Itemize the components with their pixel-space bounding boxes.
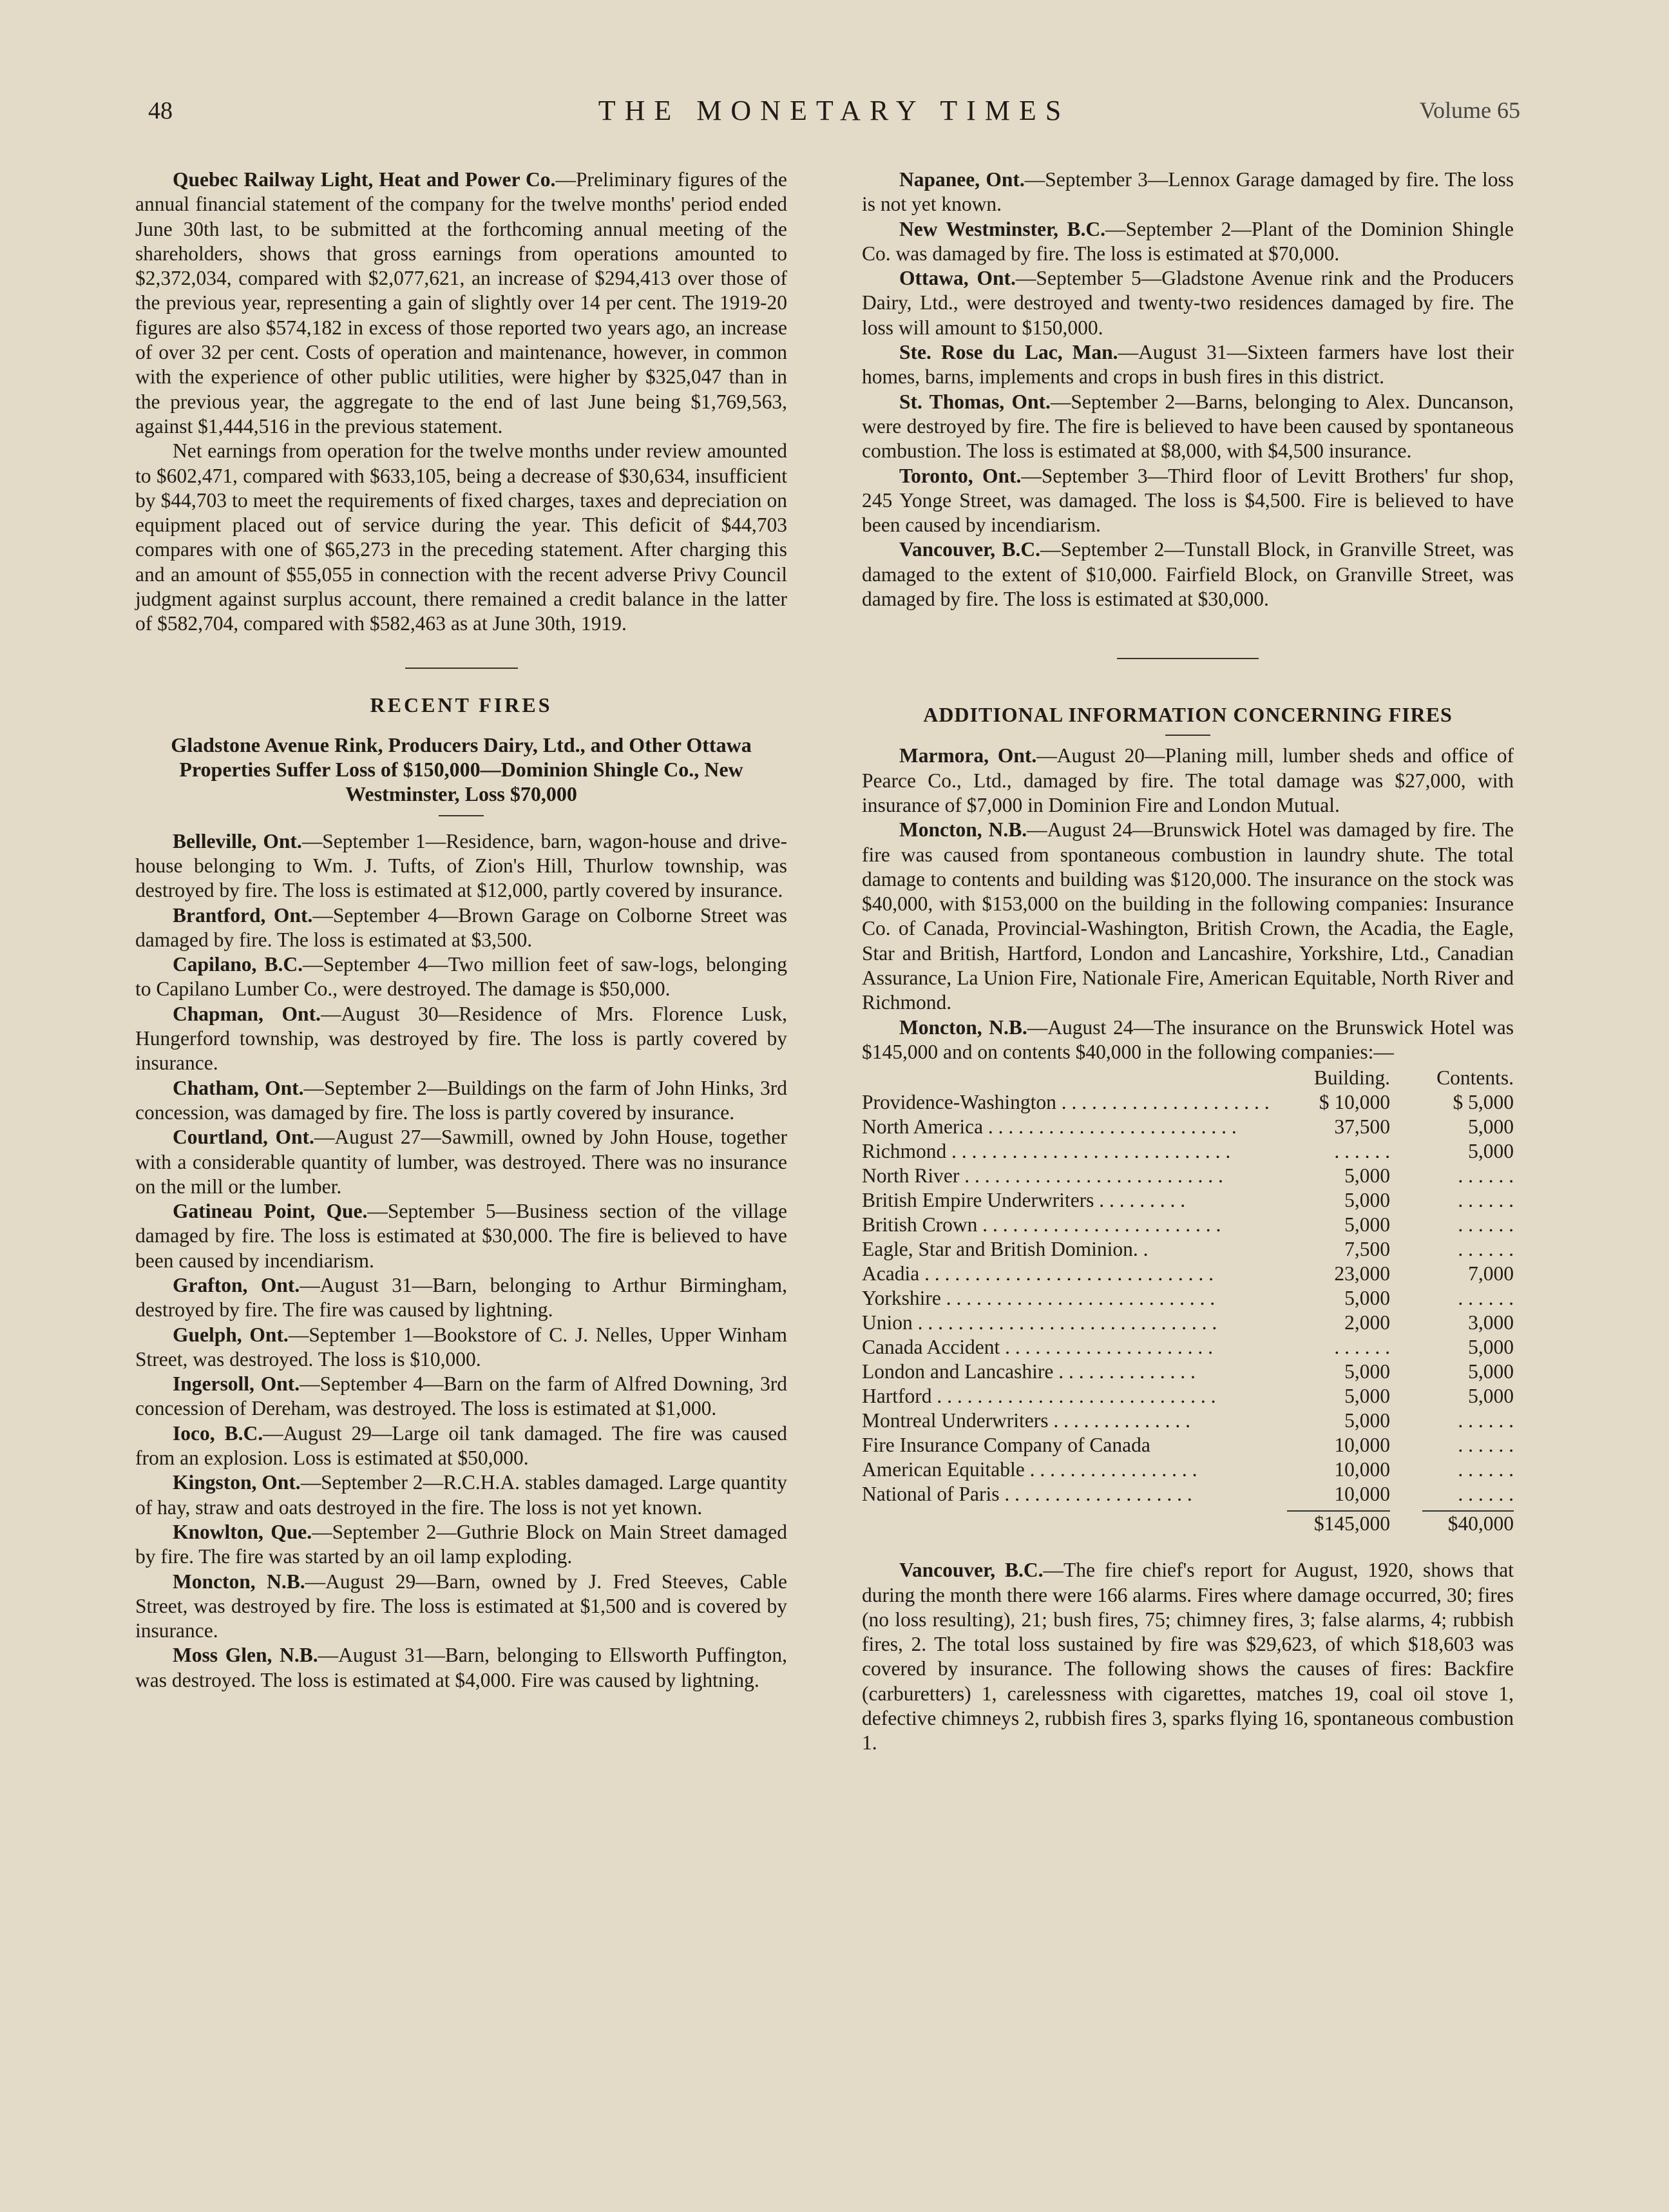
column-header-building: Building. xyxy=(1313,1066,1390,1090)
table-cell-building: 5,000 xyxy=(1344,1385,1390,1408)
table-cell-contents: 5,000 xyxy=(1468,1336,1514,1359)
fire-item xyxy=(862,168,1514,217)
fire-item-location: Moncton, N.B. xyxy=(899,1015,1027,1039)
table-cell-contents: . . . . . . xyxy=(1458,1164,1514,1188)
table-cell-name: London and Lancashire . . . . . . . . . . . . . . xyxy=(862,1360,1196,1383)
fire-item xyxy=(135,1002,787,1076)
table-cell-building: 5,000 xyxy=(1344,1213,1390,1236)
table-row xyxy=(862,1115,1514,1139)
table-cell-name: Eagle, Star and British Dominion. . xyxy=(862,1238,1149,1261)
divider-rule xyxy=(405,668,518,669)
table-cell-name: Acadia . . . . . . . . . . . . . . . . . . . . . . . . . . . . . xyxy=(862,1262,1214,1285)
fire-item-location: Grafton, Ont. xyxy=(173,1273,300,1296)
fire-item-location: Chapman, Ont. xyxy=(173,1002,321,1025)
fire-item xyxy=(862,1015,1514,1065)
fire-item-text: —September 4—Two million feet of saw-logs, belonging to Capilano Lumber Co., were destroyed. The damage is $50,000. xyxy=(135,953,787,1001)
fire-item-text: —September 3—Third floor of Levitt Brothers' fur shop, 245 Yonge Street, was damaged. The loss is $4,500. Fire is believed to have been caused by incendiarism. xyxy=(862,464,1514,537)
table-row xyxy=(862,1188,1514,1213)
fire-item-text: —September 2—Tunstall Block, in Granville Street, was damaged to the extent of $10,000. Fairfield Block, on Granville Street, was damaged by fire. The loss is estimated at $30,000. xyxy=(862,538,1514,611)
fire-item-text: —September 5—Business section of the village damaged by fire. The loss is estimated at $30,000. The fire is believed to have been caused by incendiarism. xyxy=(135,1200,788,1272)
fire-item-text: —September 5—Gladstone Avenue rink and the Producers Dairy, Ltd., were destroyed and twenty-two residences damaged by fire. The loss will amount to $150,000. xyxy=(862,267,1514,339)
table-cell-building: . . . . . . xyxy=(1334,1336,1390,1359)
fire-item xyxy=(135,1570,787,1644)
fire-item-text: —September 2—Buildings on the farm of John Hinks, 3rd concession, was damaged by fire. The loss is partly covered by insurance. xyxy=(135,1076,787,1124)
fire-item xyxy=(862,744,1514,818)
table-cell-name: Union . . . . . . . . . . . . . . . . . . . . . . . . . . . . . . xyxy=(862,1311,1217,1334)
table-cell-contents: $ 5,000 xyxy=(1453,1091,1514,1114)
fire-item-location: Kingston, Ont. xyxy=(173,1471,301,1494)
table-cell-name: Canada Accident . . . . . . . . . . . . . . . . . . . . . xyxy=(862,1336,1214,1359)
table-cell-contents: . . . . . . xyxy=(1458,1434,1514,1457)
table-cell-building: . . . . . . xyxy=(1334,1140,1390,1163)
table-cell-building: 23,000 xyxy=(1334,1262,1390,1285)
table-cell-contents: . . . . . . xyxy=(1458,1238,1514,1261)
fire-item xyxy=(862,537,1514,611)
fire-list xyxy=(135,829,787,1693)
table-row xyxy=(862,1384,1514,1409)
fire-item xyxy=(862,217,1514,267)
table-total-row xyxy=(862,1506,1514,1536)
table-cell-building: 10,000 xyxy=(1334,1434,1390,1457)
volume-label: Volume 65 xyxy=(1419,97,1520,123)
fire-item-location: Ingersoll, Ont. xyxy=(173,1372,300,1396)
fire-item-location: Belleville, Ont. xyxy=(173,829,302,852)
table-cell-name: Fire Insurance Company of Canada xyxy=(862,1434,1150,1457)
fire-item xyxy=(862,818,1514,1015)
table-cell-contents: 3,000 xyxy=(1468,1311,1514,1334)
fire-item-location: Moncton, N.B. xyxy=(899,818,1027,842)
fire-item-location: Toronto, Ont. xyxy=(899,464,1022,487)
table-cell-name: British Crown . . . . . . . . . . . . . . . . . . . . . . . . xyxy=(862,1213,1221,1236)
fire-item xyxy=(135,1520,787,1570)
publication-title: THE MONETARY TIMES xyxy=(598,95,1071,126)
fire-item-text: —September 3—Lennox Garage damaged by fire. The loss is not yet known. xyxy=(862,168,1514,216)
left-column xyxy=(135,168,787,1693)
table-row xyxy=(862,1311,1514,1335)
total-contents: $40,000 xyxy=(1447,1512,1514,1535)
fire-item xyxy=(135,1273,787,1323)
table-cell-contents: 5,000 xyxy=(1468,1140,1514,1163)
table-cell-name: British Empire Underwriters . . . . . . . . . xyxy=(862,1189,1186,1212)
article-lead: Vancouver, B.C. xyxy=(899,1559,1044,1582)
fire-item-text: —August 31—Barn, belonging to Arthur Birmingham, destroyed by fire. The fire was caused by lightning. xyxy=(135,1273,787,1322)
fire-item-location: Ste. Rose du Lac, Man. xyxy=(899,341,1118,364)
table-cell-name: Providence-Washington . . . . . . . . . . . . . . . . . . . . . xyxy=(862,1091,1270,1114)
table-cell-building: 5,000 xyxy=(1344,1164,1390,1188)
fire-item xyxy=(135,1323,787,1372)
fire-item xyxy=(135,829,787,903)
fire-item-location: Courtland, Ont. xyxy=(173,1126,314,1149)
fire-item-text: —August 24—Brunswick Hotel was damaged by fire. The fire was caused from spontaneous combustion in laundry shute. The total damage to contents and building was $120,000. The insurance on the stock was $40,000, with $153,000 on the building in the following companies: Insurance Co. of Canada, Provincial-Washington, British Crown, the Acadia, the Eagle, Star and British, Hartford, London and Lancashire, Yorkshire, Ltd., Canadian Assurance, La Union Fire, Nationale Fire, American Equitable, North River and Richmond. xyxy=(862,818,1514,1014)
fire-item xyxy=(862,464,1514,538)
fire-item xyxy=(862,390,1514,464)
table-cell-building: 2,000 xyxy=(1344,1311,1390,1334)
table-row xyxy=(862,1335,1514,1360)
fire-item-location: New Westminster, B.C. xyxy=(899,217,1105,240)
table-row xyxy=(862,1482,1514,1506)
table-cell-contents: 5,000 xyxy=(1468,1385,1514,1408)
fire-item-text: —August 24—The insurance on the Brunswick Hotel was $145,000 and on contents $40,000 in the following companies:— xyxy=(862,1015,1514,1063)
table-cell-contents: 7,000 xyxy=(1468,1262,1514,1285)
fire-item-location: Guelph, Ont. xyxy=(173,1323,289,1346)
fire-item-location: Chatham, Ont. xyxy=(173,1076,304,1099)
fire-item-location: Napanee, Ont. xyxy=(899,168,1025,191)
table-row xyxy=(862,1164,1514,1188)
divider-rule xyxy=(439,815,484,816)
right-column xyxy=(862,168,1514,1756)
table-cell-name: Yorkshire . . . . . . . . . . . . . . . . . . . . . . . . . . . xyxy=(862,1287,1216,1310)
insurance-table xyxy=(862,1066,1514,1536)
table-row xyxy=(862,1139,1514,1164)
table-cell-building: 5,000 xyxy=(1344,1189,1390,1212)
table-cell-contents: . . . . . . xyxy=(1458,1287,1514,1310)
fire-item-text: —September 1—Bookstore of C. J. Nelles, Upper Winham Street, was destroyed. The loss is $10,000. xyxy=(135,1323,787,1370)
fire-item xyxy=(135,1470,787,1520)
fire-item-text: —September 2—R.C.H.A. stables damaged. Large quantity of hay, straw and oats destroyed in the fire. The loss is not yet known. xyxy=(135,1471,787,1519)
fire-item-text: —August 20—Planing mill, lumber sheds and office of Pearce Co., Ltd., damaged by fire. The total damage was $27,000, with insurance of $7,000 in Dominion Fire and London Mutual. xyxy=(862,744,1514,816)
table-cell-building: 37,500 xyxy=(1334,1115,1390,1139)
table-row xyxy=(862,1360,1514,1384)
fire-item-text: —August 29—Large oil tank damaged. The fire was caused from an explosion. Loss is estimated at $50,000. xyxy=(135,1421,788,1470)
table-header-row xyxy=(862,1066,1514,1090)
article-paragraph: Net earnings from operation for the twelve months under review amounted to $602,471, compared with $633,105, being a decrease of $30,634, insufficient by $44,703 to meet the requirements of fixed charges, taxes and depreciation on equipment placed out of service during the year. This deficit of $44,703 compares with one of $65,273 in the preceding statement. After charging this and an amount of $55,055 in connection with the recent adverse Privy Council judgment against surplus account, there remained a credit balance in the latter of $582,704, compared with $582,463 as at June 30th, 1919. xyxy=(135,439,787,635)
table-cell-building: 5,000 xyxy=(1344,1287,1390,1310)
table-row xyxy=(862,1457,1514,1482)
table-cell-building: 5,000 xyxy=(1344,1409,1390,1432)
section-subheading: Gladstone Avenue Rink, Producers Dairy, Ltd., and Other Ottawa Properties Suffer Loss of $150,000—Dominion Shingle Co., New Westminster, Loss $70,000 xyxy=(171,733,752,805)
section-heading: RECENT FIRES xyxy=(370,693,553,716)
fire-item xyxy=(135,1125,787,1199)
fire-item-location: Brantford, Ont. xyxy=(173,903,313,927)
fire-item-location: Ioco, B.C. xyxy=(173,1421,263,1445)
fire-item xyxy=(862,266,1514,340)
fire-item-text: —August 30—Residence of Mrs. Florence Lusk, Hungerford township, was destroyed by fire. The loss is partly covered by insurance. xyxy=(135,1002,787,1075)
table-row xyxy=(862,1090,1514,1115)
fire-item-location: Gatineau Point, Que. xyxy=(173,1200,368,1223)
table-row xyxy=(862,1409,1514,1433)
table-cell-name: Montreal Underwriters . . . . . . . . . . . . . . xyxy=(862,1409,1191,1432)
fire-item-location: Ottawa, Ont. xyxy=(899,267,1016,290)
fire-item-text: —September 2—Barns, belonging to Alex. Duncanson, were destroyed by fire. The fire is believed to have been caused by spontaneous combustion. The loss is estimated at $8,000, with $4,500 insurance. xyxy=(862,390,1514,463)
fire-item xyxy=(862,340,1514,390)
page-number: 48 xyxy=(148,97,173,124)
table-cell-name: Hartford . . . . . . . . . . . . . . . . . . . . . . . . . . . . xyxy=(862,1385,1216,1408)
section-heading: ADDITIONAL INFORMATION CONCERNING FIRES xyxy=(923,703,1453,727)
table-cell-contents: . . . . . . xyxy=(1458,1189,1514,1212)
fire-item-location: Moss Glen, N.B. xyxy=(173,1644,318,1667)
article-paragraph: Vancouver, B.C.—The fire chief's report for August, 1920, shows that during the month there were 166 alarms. Fires where damage occurred, 30; fires (no loss resulting), 21; bush fires, 75; chimney fires, 3; false alarms, 4; rubbish fires, 2. The total loss sustained by fire was $29,623, of which $18,603 was covered by insurance. The following shows the causes of fires: Backfire (carburetters) 1, carelessness with cigarettes, matches 19, coal oil stove 1, defective chimneys 2, rubbish fires 3, sparks flying 16, spontaneous combustion 1. xyxy=(862,1559,1514,1755)
fire-item-text: —September 4—Brown Garage on Colborne Street was damaged by fire. The loss is estimated at $3,500. xyxy=(135,903,787,951)
fire-item-location: Knowlton, Que. xyxy=(173,1520,312,1543)
table-cell-building: 7,500 xyxy=(1344,1238,1390,1261)
fire-item-text: —September 2—Plant of the Dominion Shingle Co. was damaged by fire. The loss is estimated at $70,000. xyxy=(862,217,1514,265)
fire-item-text: —September 1—Residence, barn, wagon-house and drive-house belonging to Wm. J. Tufts, of Zion's Hill, Thurlow township, was destroyed by fire. The loss is estimated at $12,000, partly covered by insurance. xyxy=(135,829,787,902)
article-lead: Quebec Railway Light, Heat and Power Co. xyxy=(173,168,556,191)
table-cell-contents: . . . . . . xyxy=(1458,1458,1514,1481)
divider-rule xyxy=(1165,735,1210,736)
table-cell-name: National of Paris . . . . . . . . . . . . . . . . . . . xyxy=(862,1483,1192,1506)
table-cell-building: 10,000 xyxy=(1334,1458,1390,1481)
article-paragraph: Quebec Railway Light, Heat and Power Co.—Preliminary figures of the annual financial statement of the company for the twelve months' period ended June 30th last, to be submitted at the forthcoming annual meeting of the shareholders, shows that gross earnings from operations amounted to $2,372,034, compared with $2,077,621, an increase of $294,413 over those of the previous year, representing a gain of slightly over 14 per cent. The 1919-20 figures are also $574,182 in excess of those reported two years ago, an increase of over 32 per cent. Costs of operation and maintenance, however, in common with the experience of other public utilities, were higher by $325,047 than in the previous year, the aggregate to the end of last June being $1,769,563, against $1,444,516 in the previous statement. xyxy=(135,168,787,438)
column-header-contents: Contents. xyxy=(1436,1066,1514,1090)
total-building: $145,000 xyxy=(1313,1512,1390,1535)
divider-rule xyxy=(1117,658,1259,659)
fire-item xyxy=(135,1199,787,1273)
fire-item-text: —August 29—Barn, owned by J. Fred Steeves, Cable Street, was destroyed by fire. The loss is estimated at $1,500 and is covered by insurance. xyxy=(135,1570,787,1642)
table-row xyxy=(862,1237,1514,1262)
table-cell-building: 10,000 xyxy=(1334,1483,1390,1506)
table-cell-contents: 5,000 xyxy=(1468,1115,1514,1139)
table-cell-contents: . . . . . . xyxy=(1458,1213,1514,1236)
table-cell-name: North River . . . . . . . . . . . . . . . . . . . . . . . . . . xyxy=(862,1164,1223,1188)
table-cell-building: $ 10,000 xyxy=(1319,1091,1390,1114)
fire-item xyxy=(135,1372,787,1421)
table-cell-building: 5,000 xyxy=(1344,1360,1390,1383)
fire-item xyxy=(135,1076,787,1126)
fire-item-text: —August 31—Sixteen farmers have lost their homes, barns, implements and crops in bush fires in this district. xyxy=(862,341,1514,389)
fire-item-location: St. Thomas, Ont. xyxy=(899,390,1051,413)
table-cell-name: American Equitable . . . . . . . . . . . . . . . . . xyxy=(862,1458,1197,1481)
table-row xyxy=(862,1262,1514,1286)
fire-item-text: —September 4—Barn on the farm of Alfred Downing, 3rd concession of Dereham, was destroyed. The loss is estimated at $1,000. xyxy=(135,1372,787,1420)
table-cell-contents: . . . . . . xyxy=(1458,1409,1514,1432)
fire-item xyxy=(135,1643,787,1693)
fire-item-text: —September 2—Guthrie Block on Main Street damaged by fire. The fire was started by an oil lamp exploding. xyxy=(135,1520,787,1568)
fire-item-location: Capilano, B.C. xyxy=(173,953,303,976)
fire-item-location: Moncton, N.B. xyxy=(173,1570,305,1593)
fire-list xyxy=(862,168,1514,611)
fire-item xyxy=(135,1421,787,1471)
table-cell-contents: 5,000 xyxy=(1468,1360,1514,1383)
table-row xyxy=(862,1213,1514,1237)
fire-item-location: Vancouver, B.C. xyxy=(899,538,1040,561)
table-cell-name: Richmond . . . . . . . . . . . . . . . . . . . . . . . . . . . . xyxy=(862,1140,1231,1163)
fire-item-text: —August 31—Barn, belonging to Ellsworth Puffington, was destroyed. The loss is estimated at $4,000. Fire was caused by lightning. xyxy=(135,1644,787,1691)
fire-item xyxy=(135,903,787,953)
fire-item-text: —August 27—Sawmill, owned by John House, together with a considerable quantity of lumber, was destroyed. There was no insurance on the mill or the lumber. xyxy=(135,1126,787,1198)
table-cell-name: North America . . . . . . . . . . . . . . . . . . . . . . . . . xyxy=(862,1115,1237,1139)
fire-item-location: Marmora, Ont. xyxy=(899,744,1037,767)
fire-item xyxy=(135,952,787,1002)
page-header xyxy=(148,97,1520,135)
table-row xyxy=(862,1433,1514,1457)
additional-fire-list xyxy=(862,744,1514,1064)
table-row xyxy=(862,1286,1514,1311)
table-cell-contents: . . . . . . xyxy=(1458,1483,1514,1506)
